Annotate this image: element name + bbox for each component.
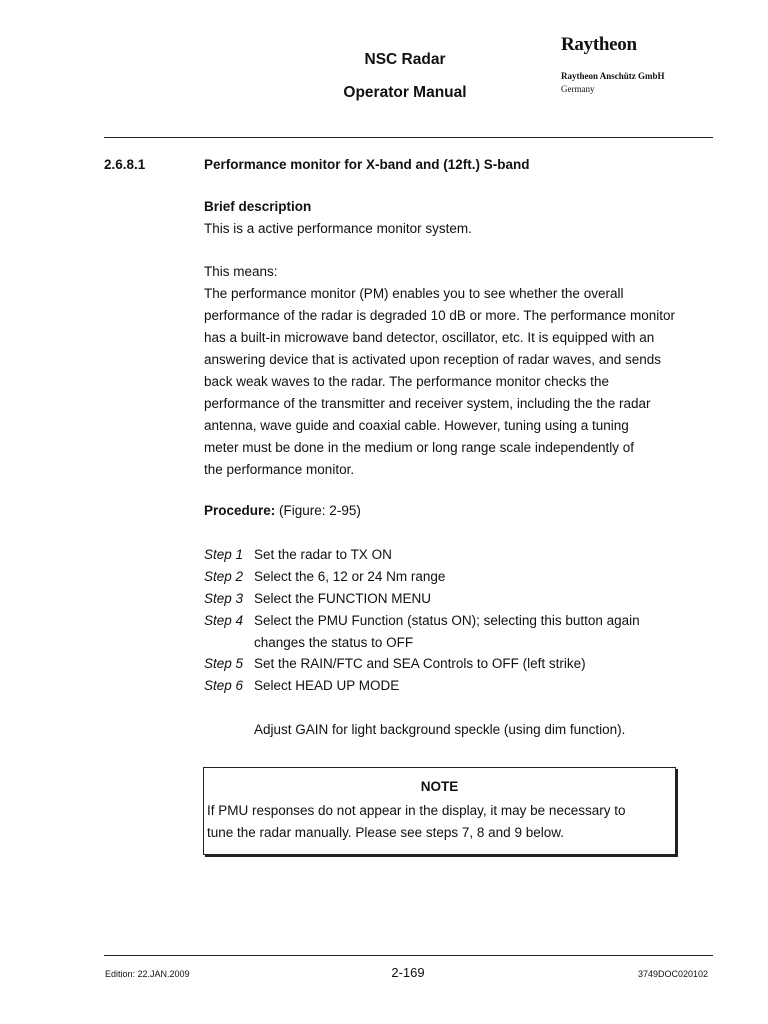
step-label: Step 1 [204,547,244,562]
procedure-figure-ref: (Figure: 2-95) [279,503,361,518]
edition-date: Edition: 22.JAN.2009 [105,969,190,979]
step-text: Select the 6, 12 or 24 Nm range [254,569,446,584]
step-label: Step 4 [204,613,244,628]
brief-text: This is a active performance monitor system. [204,221,472,236]
procedure-label: Procedure: [204,503,276,518]
header-divider [104,137,713,138]
step-text: Set the radar to TX ON [254,547,392,562]
procedure-step [204,566,445,588]
procedure-step [204,675,399,697]
note-line: tune the radar manually. Please see steps 7, 8 and 9 below. [207,825,564,840]
means-line: back weak waves to the radar. The performance monitor checks the [204,374,609,389]
note-box [203,767,676,855]
step-label: Step 3 [204,591,244,606]
means-line: antenna, wave guide and coaxial cable. However, tuning using a tuning [204,418,629,433]
step-text: Select the PMU Function (status ON); selecting this button again [254,613,640,628]
means-paragraph [204,261,714,481]
procedure-step [204,544,392,566]
page-number: 2-169 [391,965,425,980]
document-subtitle: Operator Manual [343,84,467,101]
means-intro: This means: [204,264,278,279]
adjust-gain-text: Adjust GAIN for light background speckle (using dim function). [254,722,626,737]
step-continuation: changes the status to OFF [254,635,414,650]
note-text [207,800,625,844]
note-line: If PMU responses do not appear in the display, it may be necessary to [207,803,626,818]
company-name: Raytheon Anschütz GmbH [561,71,665,81]
step-label: Step 2 [204,569,244,584]
step-label: Step 6 [204,678,244,693]
brief-heading: Brief description [204,199,312,214]
procedure-heading [204,500,714,522]
means-line: has a built-in microwave band detector, oscillator, etc. It is equipped with an [204,330,655,345]
step-text: Select HEAD UP MODE [254,678,400,693]
means-line: performance of the radar is degraded 10 dB or more. The performance monitor [204,308,675,323]
means-line: answering device that is activated upon reception of radar waves, and sends [204,352,662,367]
procedure-step [204,588,431,610]
document-id: 3749DOC020102 [638,969,709,979]
means-line: performance of the transmitter and receiver system, including the the radar [204,396,651,411]
step-text: Select the FUNCTION MENU [254,591,432,606]
procedure-step [204,610,640,632]
company-country: Germany [561,84,595,94]
document-title: NSC Radar [364,51,446,68]
step-label: Step 5 [204,656,244,671]
section-title: Performance monitor for X-band and (12ft.) S-band [204,157,530,172]
means-line: meter must be done in the medium or long range scale independently of [204,440,635,455]
means-line: The performance monitor (PM) enables you to see whether the overall [204,286,624,301]
procedure-step [204,653,586,675]
footer-divider [104,955,713,956]
brief-description [204,196,714,240]
section-number: 2.6.8.1 [104,157,146,172]
raytheon-logo: Raytheon [561,34,637,55]
step-text: Set the RAIN/FTC and SEA Controls to OFF (left strike) [254,656,586,671]
note-heading: NOTE [420,779,459,794]
means-line: the performance monitor. [204,462,355,477]
